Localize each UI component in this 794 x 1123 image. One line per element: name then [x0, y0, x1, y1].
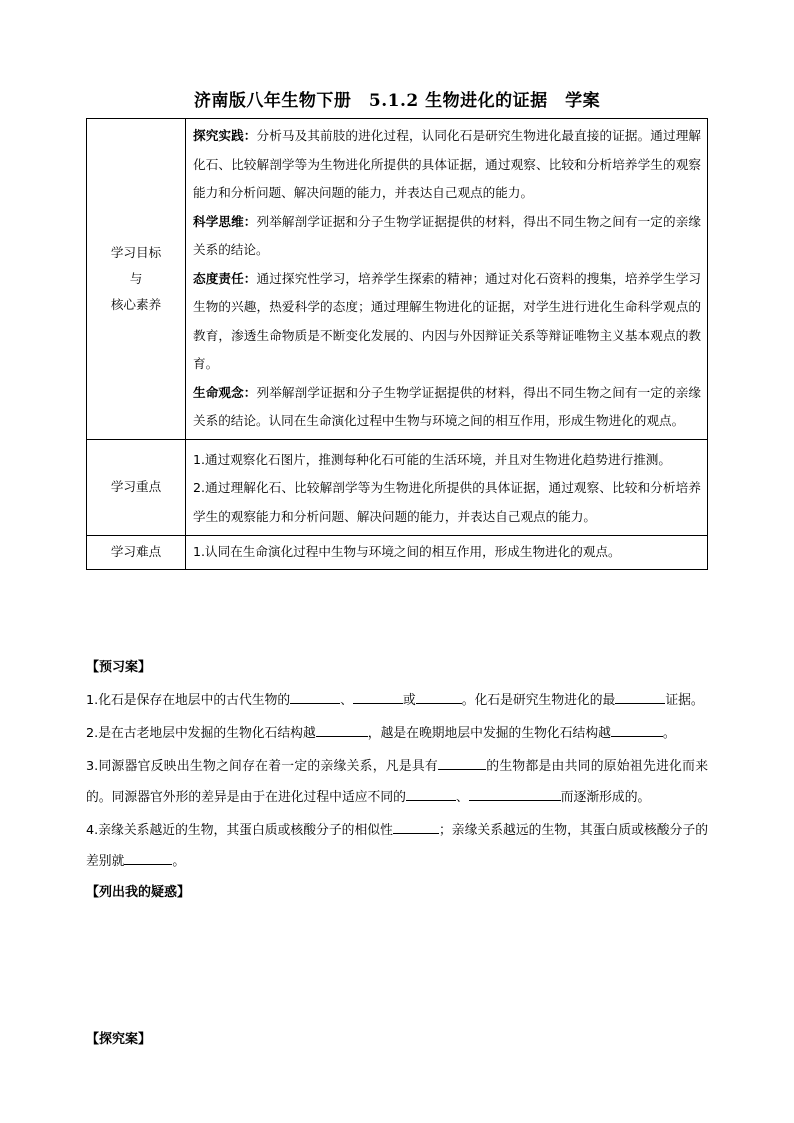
preview-question-1 — [86, 685, 708, 716]
question-text: 4.亲缘关系越近的生物，其蛋白质或核酸分子的相似性 — [86, 823, 393, 838]
objective-key: 生命观念： — [193, 384, 257, 400]
key-points-content — [186, 439, 708, 536]
objective-key: 科学思维： — [193, 213, 257, 229]
question-text: ，越是在晚期地层中发掘的生物化石结构越 — [367, 726, 611, 741]
difficulty-row — [87, 536, 708, 570]
answer-blank[interactable] — [316, 721, 368, 737]
label-line: 核心素养 — [110, 296, 162, 312]
label-line: 与 — [129, 270, 143, 286]
objective-text: 列举解剖学证据和分子生物学证据提供的材料，得出不同生物之间有一定的亲缘关系的结论。 — [193, 213, 702, 257]
question-text: 。 — [172, 854, 186, 869]
preview-heading: 【预习案】 — [86, 660, 152, 675]
preview-question-2 — [86, 718, 708, 749]
answer-blank[interactable] — [290, 688, 340, 704]
key-points-label: 学习重点 — [87, 439, 186, 536]
objective-key: 探究实践： — [193, 128, 257, 143]
difficulty-content: 1.认同在生命演化过程中生物与环境之间的相互作用，形成生物进化的观点。 — [186, 536, 708, 570]
preview-question-4 — [86, 815, 708, 877]
question-text: 而逐渐形成的。 — [560, 790, 651, 805]
difficulty-label: 学习难点 — [87, 536, 186, 570]
answer-blank[interactable] — [469, 785, 561, 801]
label-line: 学习目标 — [110, 244, 162, 260]
question-text: 或 — [402, 693, 416, 708]
question-text: 。 — [662, 726, 676, 741]
answer-blank[interactable] — [416, 688, 462, 704]
question-text: 证据。 — [665, 693, 704, 708]
answer-blank[interactable] — [124, 849, 172, 865]
question-text: ；亲缘关系越远的生物，其蛋白质或核酸分子的差别就 — [86, 823, 708, 869]
answer-blank[interactable] — [438, 754, 486, 770]
objective-text: 通过探究性学习，培养学生探索的精神；通过对化石资料的搜集，培养学生学习生物的兴趣，热爱科学的态度；通过理解生物进化的证据，对学生进行进化生命科学观点的教育，渗透生命物质是不断变化发展的、内因与外因辩证关系等辩证唯物主义基本观点的教育。 — [193, 270, 702, 371]
objectives-label — [87, 119, 186, 440]
question-text: 3.同源器官反映出生物之间存在着一定的亲缘关系，凡是具有 — [86, 759, 438, 774]
explore-section — [86, 1024, 708, 1055]
key-points-row — [87, 439, 708, 536]
page-title: 济南版八年生物下册 5.1.2 生物进化的证据 学案 — [193, 91, 601, 111]
objective-item — [193, 122, 701, 208]
question-text: 、 — [340, 693, 353, 708]
objective-item — [193, 208, 701, 265]
objectives-content — [186, 119, 708, 440]
preview-section — [86, 652, 708, 908]
key-point-item: 1.通过观察化石图片，推测每种化石可能的生活环境，并且对生物进化趋势进行推测。 — [193, 451, 671, 467]
objective-text: 列举解剖学证据和分子生物学证据提供的材料，得出不同生物之间有一定的亲缘关系的结论。认同在生命演化过程中生物与环境之间的相互作用，形成生物进化的观点。 — [193, 384, 702, 428]
doubts-heading: 【列出我的疑惑】 — [86, 885, 191, 900]
key-point-item: 2.通过理解化石、比较解剖学等为生物进化所提供的具体证据，通过观察、比较和分析培养学生的观察能力和分析问题、解决问题的能力，并表达自己观点的能力。 — [193, 480, 701, 524]
answer-blank[interactable] — [615, 688, 665, 704]
objective-item — [193, 379, 701, 436]
question-text: 1.化石是保存在地层中的古代生物的 — [86, 693, 291, 708]
answer-blank[interactable] — [353, 688, 403, 704]
objective-text: 分析马及其前肢的进化过程，认同化石是研究生物进化最直接的证据。通过理解化石、比较解剖学等为生物进化所提供的具体证据，通过观察、比较和分析培养学生的观察能力和分析问题、解决问题的能力，并表达自己观点的能力。 — [193, 128, 702, 200]
objectives-row — [87, 119, 708, 440]
question-text: 、 — [455, 790, 469, 805]
answer-blank[interactable] — [611, 721, 663, 737]
objective-key: 态度责任： — [193, 270, 257, 286]
explore-heading: 【探究案】 — [86, 1032, 152, 1047]
answer-blank[interactable] — [406, 785, 456, 801]
question-text: 的生物都是由共同的原始祖先进化而来的。同源器官外形的差异是由于在进化过程中适应不同的 — [86, 759, 708, 805]
question-text: 2.是在古老地层中发掘的生物化石结构越 — [86, 726, 316, 741]
answer-blank[interactable] — [393, 818, 439, 834]
objectives-table — [86, 118, 708, 570]
objective-item — [193, 265, 701, 379]
preview-question-3 — [86, 751, 708, 813]
question-text: 。化石是研究生物进化的最 — [461, 693, 616, 708]
